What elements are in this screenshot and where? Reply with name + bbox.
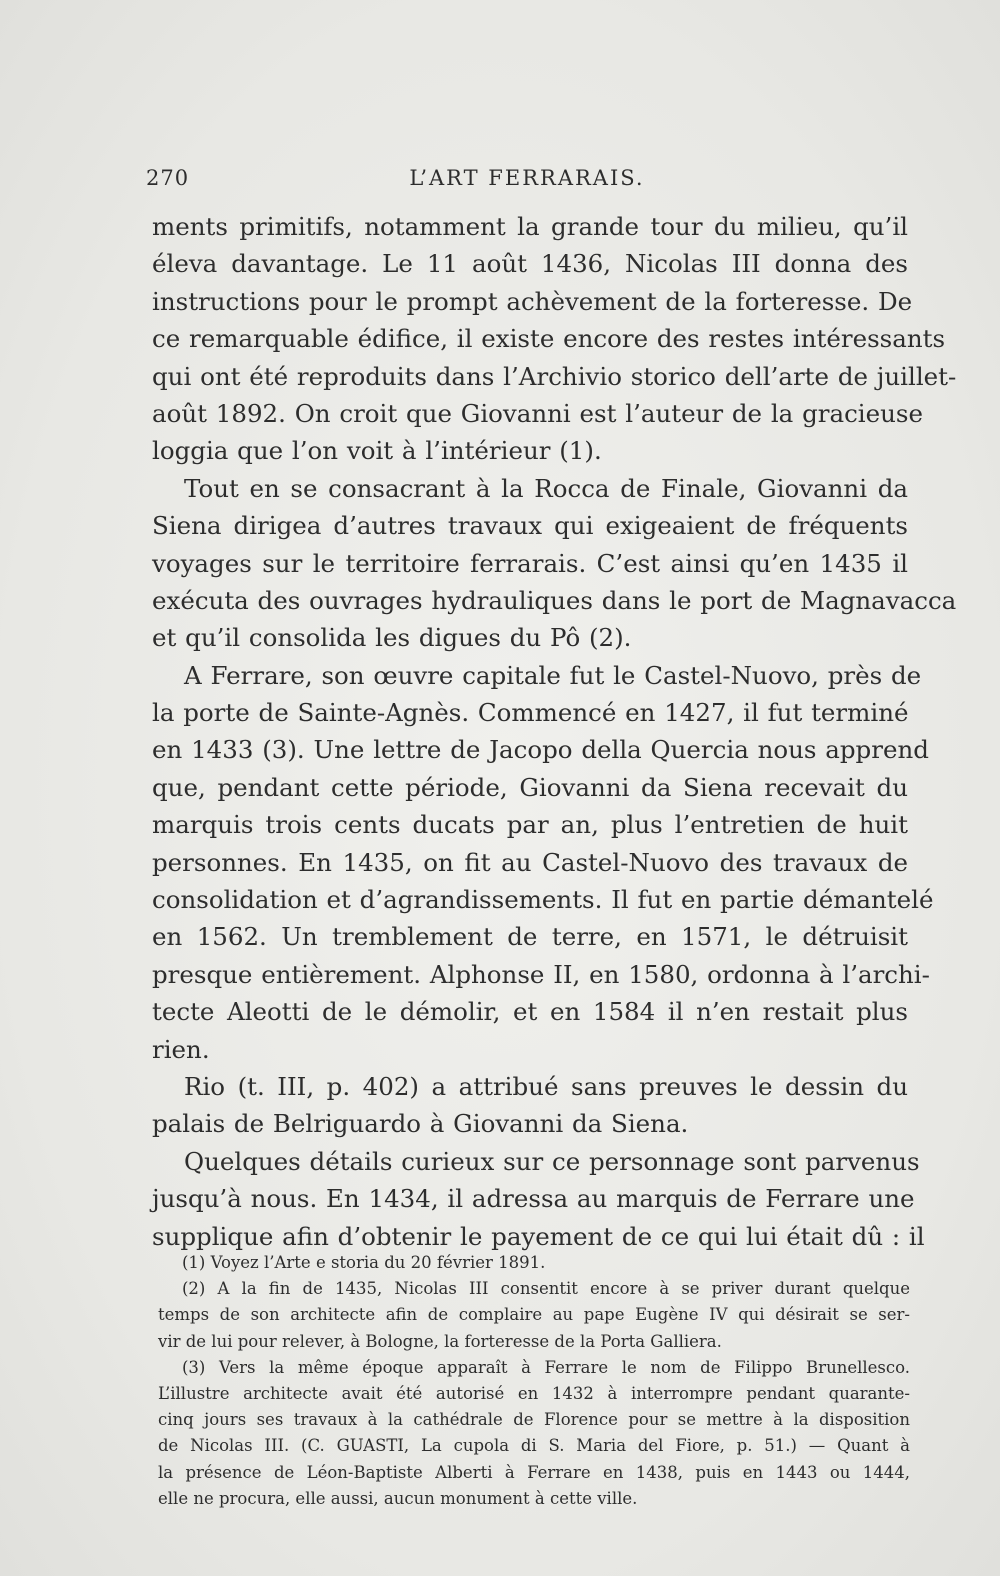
text-line: Quelques détails curieux sur ce personnage sont parvenus — [184, 1146, 920, 1176]
text-line: Tout en se consacrant à la Rocca de Finale, Giovanni da — [184, 473, 908, 503]
text-line: consolidation et d’agrandissements. Il fut en partie démantelé — [152, 885, 934, 915]
text-line: août 1892. On croit que Giovanni est l’auteur de la gracieuse — [152, 398, 923, 428]
text-line: A Ferrare, son œuvre capitale fut le Castel-Nuovo, près de — [184, 660, 922, 690]
text-line: Siena dirigea d’autres travaux qui exigeaient de fréquents — [152, 511, 908, 541]
footnote-line: elle ne procura, elle aussi, aucun monument à cette ville. — [158, 1488, 638, 1508]
text-line: loggia que l’on voit à l’intérieur (1). — [152, 436, 602, 466]
text-line: voyages sur le territoire ferrarais. C’est ainsi qu’en 1435 il — [152, 548, 908, 578]
text-line: personnes. En 1435, on fit au Castel-Nuovo des travaux de — [152, 847, 908, 877]
text-line: tecte Aleotti de le démolir, et en 1584 il n’en restait plus — [152, 997, 908, 1027]
text-line: en 1433 (3). Une lettre de Jacopo della Quercia nous apprend — [152, 735, 929, 765]
footnote-line: vir de lui pour relever, à Bologne, la forteresse de la Porta Galliera. — [158, 1331, 722, 1351]
text-line: exécuta des ouvrages hydrauliques dans le port de Magnavacca — [152, 585, 957, 615]
text-line: instructions pour le prompt achèvement de la forteresse. De — [152, 286, 913, 316]
running-title: L’ART FERRARAIS. — [409, 166, 645, 190]
text-line: ce remarquable édifice, il existe encore des restes intéressants — [152, 324, 946, 354]
text-line: Rio (t. III, p. 402) a attribué sans preuves le dessin du — [184, 1071, 908, 1101]
footnote-line: cinq jours ses travaux à la cathédrale de Florence pour se mettre à la disposition — [158, 1410, 910, 1430]
footnote-line: (2) A la fin de 1435, Nicolas III consentit encore à se priver durant quelque — [182, 1279, 910, 1299]
text-line: ments primitifs, notamment la grande tour du milieu, qu’il — [152, 212, 908, 241]
text-line: qui ont été reproduits dans l’Archivio storico dell’arte de juillet- — [152, 361, 957, 391]
footnote-line: la présence de Léon-Baptiste Alberti à Ferrare en 1438, puis en 1443 ou 1444, — [158, 1462, 910, 1482]
footnote-line: (3) Vers la même époque apparaît à Ferrare le nom de Filippo Brunellesco. — [182, 1357, 910, 1377]
footnote-line: L’illustre architecte avait été autorisé en 1432 à interrompre pendant quarante- — [158, 1383, 910, 1403]
footnote-line: (1) Voyez l’Arte e storia du 20 février 1891. — [182, 1253, 546, 1272]
text-line: que, pendant cette période, Giovanni da Siena recevait du — [152, 772, 908, 802]
footnotes — [158, 1250, 910, 1512]
footnote-line: temps de son architecte afin de complaire au pape Eugène IV qui désirait se ser- — [158, 1305, 910, 1325]
text-line: palais de Belriguardo à Giovanni da Siena. — [152, 1109, 689, 1139]
text-line: jusqu’à nous. En 1434, il adressa au marquis de Ferrare une — [152, 1184, 915, 1214]
text-line: et qu’il consolida les digues du Pô (2). — [152, 623, 632, 653]
page-header — [146, 166, 908, 196]
text-line: en 1562. Un tremblement de terre, en 1571, le détruisit — [152, 922, 908, 952]
text-line: marquis trois cents ducats par an, plus l’entretien de huit — [152, 810, 908, 840]
footnote-line: de Nicolas III. (C. GUASTI, La cupola di S. Maria del Fiore, p. 51.) — Quant à — [158, 1436, 910, 1456]
text-line: presque entièrement. Alphonse II, en 1580, ordonna à l’archi- — [152, 959, 930, 989]
page-number: 270 — [146, 166, 190, 190]
text-line: rien. — [152, 1034, 210, 1064]
text-line: éleva davantage. Le 11 août 1436, Nicolas III donna des — [152, 249, 908, 279]
body-text — [152, 208, 957, 1255]
text-line: supplique afin d’obtenir le payement de ce qui lui était dû : il — [152, 1221, 925, 1251]
text-line: la porte de Sainte-Agnès. Commencé en 1427, il fut terminé — [152, 698, 909, 728]
